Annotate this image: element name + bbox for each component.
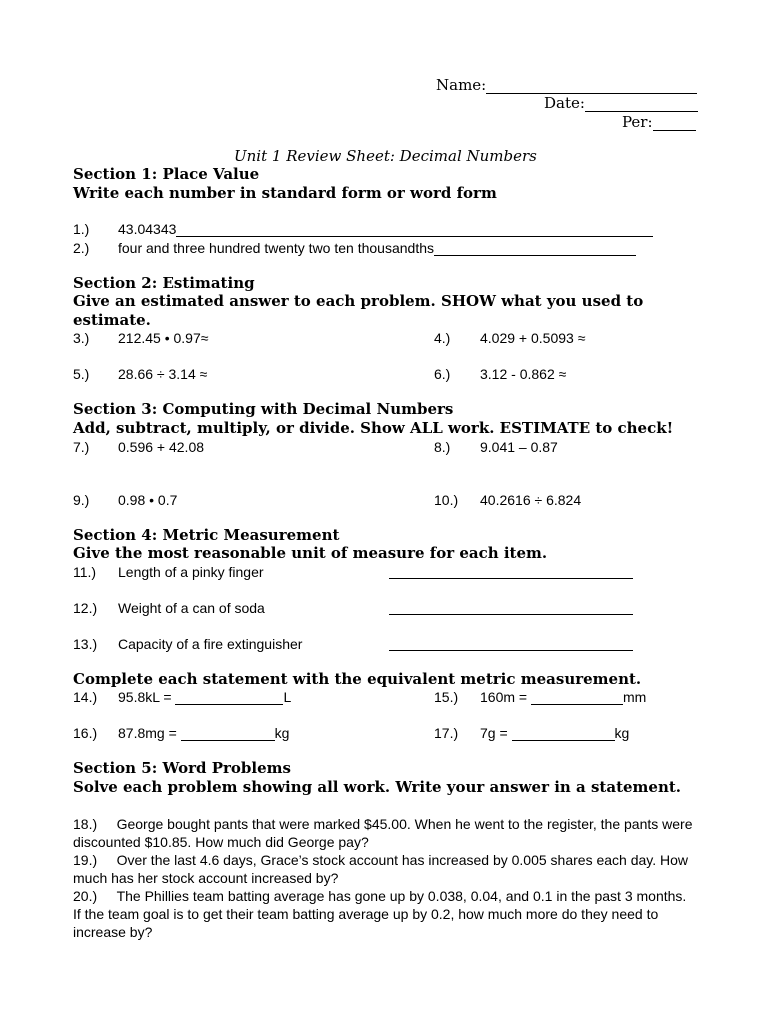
question-4: 4.029 + 0.5093 ≈	[480, 330, 586, 346]
question-13: Capacity of a fire extinguisher	[118, 636, 303, 652]
question-number: 7.)	[73, 439, 90, 455]
answer-line[interactable]	[531, 689, 623, 705]
conversion-instruction: Complete each statement with the equivalent metric measurement.	[73, 670, 642, 688]
conversion-prefix: 95.8kL =	[118, 689, 176, 705]
question-17	[480, 725, 629, 741]
conversion-prefix: 87.8mg =	[118, 725, 181, 741]
question-number: 5.)	[73, 366, 90, 382]
section3-heading: Section 3: Computing with Decimal Numbers	[73, 400, 454, 418]
question-number: 6.)	[434, 366, 451, 382]
period-field[interactable]	[622, 113, 696, 131]
answer-line[interactable]	[175, 689, 283, 705]
problem-number: 20.)	[73, 888, 98, 904]
period-label: Per:	[622, 113, 653, 131]
question-number: 13.)	[73, 636, 98, 652]
question-14	[118, 689, 291, 705]
question-number: 8.)	[434, 439, 451, 455]
question-number: 9.)	[73, 492, 90, 508]
question-6: 3.12 - 0.862 ≈	[480, 366, 567, 382]
name-label: Name:	[436, 76, 487, 94]
question-number: 10.)	[434, 492, 459, 508]
answer-line[interactable]	[389, 563, 633, 579]
question-11: Length of a pinky finger	[118, 564, 264, 580]
conversion-unit: kg	[614, 725, 630, 741]
question-number: 11.)	[73, 564, 97, 580]
conversion-unit: kg	[274, 725, 290, 741]
question-7: 0.596 + 42.08	[118, 439, 205, 455]
section4-heading: Section 4: Metric Measurement	[73, 526, 340, 544]
problem-text: The Phillies team batting average has gone up by 0.038, 0.04, and 0.1 in the past 3 months. If the team goal is to get their team batting average up by 0.2, how much more do they need to increase by?	[73, 888, 687, 940]
section3-instruction: Add, subtract, multiply, or divide. Show ALL work. ESTIMATE to check!	[73, 419, 674, 437]
word-problem-20	[73, 887, 693, 941]
question-number: 17.)	[434, 725, 459, 741]
section2-heading: Section 2: Estimating	[73, 274, 255, 292]
answer-line[interactable]	[434, 240, 636, 256]
word-problem-19	[73, 851, 693, 887]
question-15	[480, 689, 646, 705]
answer-line[interactable]	[389, 599, 633, 615]
question-9: 0.98 • 0.7	[118, 492, 178, 508]
question-number: 4.)	[434, 330, 451, 346]
question-text: four and three hundred twenty two ten thousandths	[118, 240, 434, 256]
question-number: 15.)	[434, 689, 459, 705]
date-field[interactable]	[544, 94, 698, 112]
question-3: 212.45 • 0.97≈	[118, 330, 209, 346]
conversion-unit: mm	[622, 689, 647, 705]
question-text: 43.04343	[118, 221, 177, 237]
section4-instruction: Give the most reasonable unit of measure for each item.	[73, 544, 548, 562]
question-number: 14.)	[73, 689, 98, 705]
question-5: 28.66 ÷ 3.14 ≈	[118, 366, 208, 382]
question-16	[118, 725, 289, 741]
conversion-unit: L	[283, 689, 292, 705]
word-problem-18	[73, 815, 693, 851]
question-number: 16.)	[73, 725, 98, 741]
problem-text: George bought pants that were marked $45.00. When he went to the register, the pants were discounted $10.85. How much did George pay?	[73, 816, 693, 850]
answer-line[interactable]	[389, 635, 633, 651]
question-12: Weight of a can of soda	[118, 600, 265, 616]
page-title: Unit 1 Review Sheet: Decimal Numbers	[234, 147, 537, 165]
conversion-prefix: 160m =	[480, 689, 531, 705]
question-number: 1.)	[73, 221, 90, 237]
date-line[interactable]	[585, 96, 698, 112]
name-field[interactable]	[436, 76, 697, 94]
date-label: Date:	[544, 94, 585, 112]
section2-instruction-cont: estimate.	[73, 311, 151, 329]
answer-line[interactable]	[181, 725, 275, 741]
section1-instruction: Write each number in standard form or word form	[73, 184, 497, 202]
section1-heading: Section 1: Place Value	[73, 165, 260, 183]
section5-heading: Section 5: Word Problems	[73, 759, 291, 777]
answer-line[interactable]	[512, 725, 615, 741]
question-1	[118, 221, 653, 237]
question-number: 2.)	[73, 240, 90, 256]
section5-instruction: Solve each problem showing all work. Write your answer in a statement.	[73, 778, 682, 796]
answer-line[interactable]	[176, 221, 653, 237]
question-8: 9.041 – 0.87	[480, 439, 558, 455]
question-number: 3.)	[73, 330, 90, 346]
conversion-prefix: 7g =	[480, 725, 512, 741]
section2-instruction: Give an estimated answer to each problem. SHOW what you used to	[73, 292, 644, 310]
name-line[interactable]	[486, 78, 697, 94]
question-10: 40.2616 ÷ 6.824	[480, 492, 582, 508]
question-2	[118, 240, 636, 256]
question-number: 12.)	[73, 600, 98, 616]
problem-text: Over the last 4.6 days, Grace’s stock account has increased by 0.005 shares each day. How much has her stock account increased by?	[73, 852, 689, 886]
problem-number: 19.)	[73, 852, 98, 868]
period-line[interactable]	[653, 115, 696, 131]
problem-number: 18.)	[73, 816, 98, 832]
